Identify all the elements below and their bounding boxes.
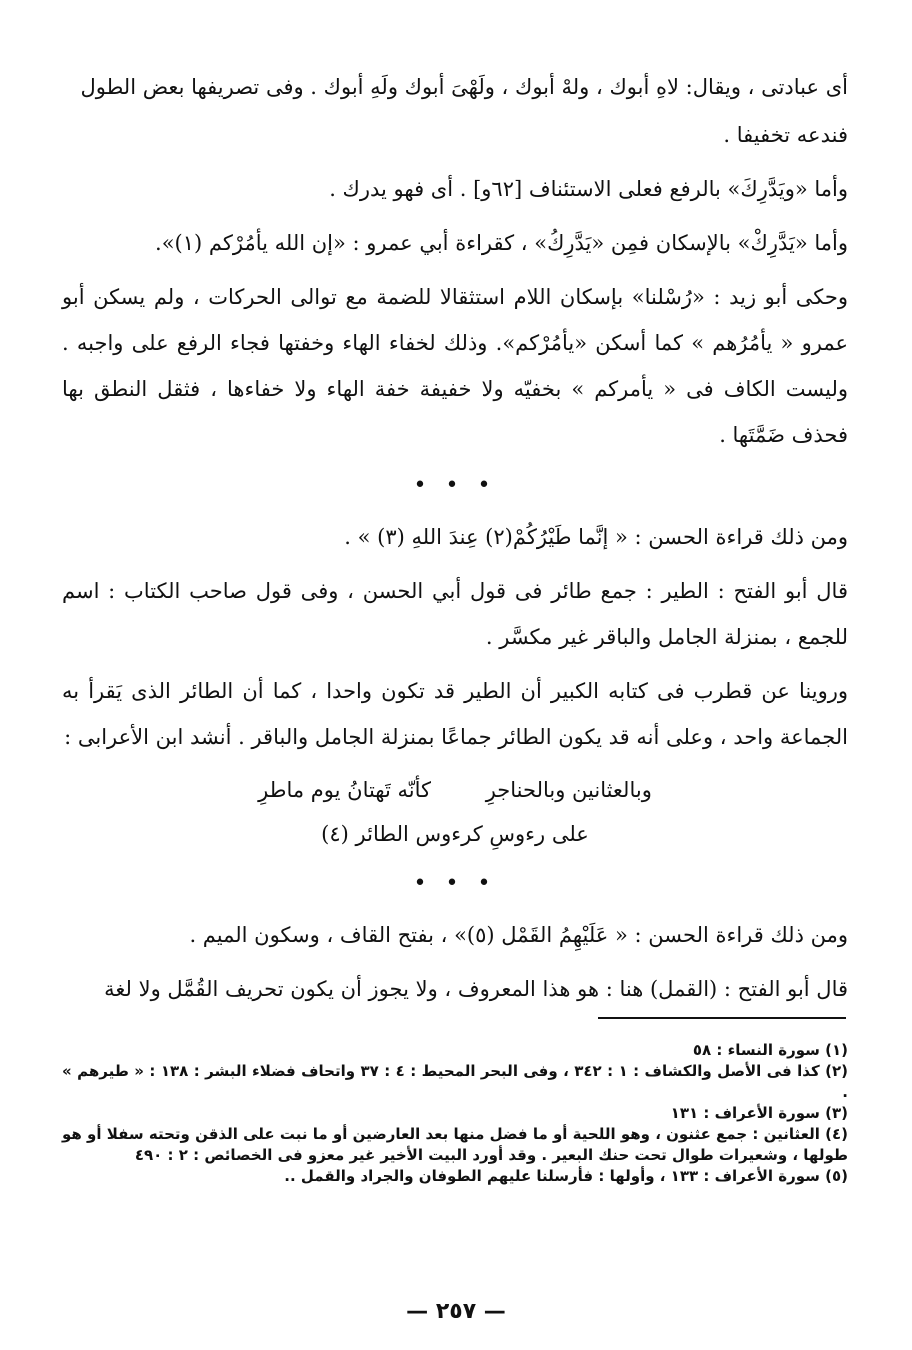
poem-hemistich: كأنّه تَهتانُ يوم ماطرِ xyxy=(258,778,432,802)
poem-line xyxy=(62,768,848,812)
section-separator: • • • xyxy=(413,473,497,498)
page-number: — ٢٥٧ — xyxy=(406,1299,506,1324)
paragraph: قال أبو الفتح : الطير : جمع طائر فى قول أبي الحسن ، وفى قول صاحب الكتاب : اسم للجمع ، بمنزلة الجامل والباقر غير مكسَّر . xyxy=(62,579,848,649)
text-line: وأما «يَدَّرِكْ» بالإسكان فمِن «يَدَّرِكُ» ، كقراءة أبي عمرو : «إن الله يأمُرْكم (١)». xyxy=(155,231,848,255)
paragraph: وحكى أبو زيد : «رُسْلنا» بإسكان اللام استثقالا للضمة مع توالى الحركات ، ولم يسكن أبو عمرو « يأمُرُهم » كما أسكن «يأمُرْكم». وذلك لخفاء الهاء وخفتها فجاء الرفع على واجبه . وليست الكاف فى « يأمركم » بخفيّه ولا خفيفة خفة الهاء ولا خفاءها ، فثقل النطق بها فحذف ضَمَّتَها . xyxy=(62,285,848,447)
footnote: (٤) العثانين : جمع عثنون ، وهو اللحية أو ما فضل منها بعد العارضين أو ما نبت على الذقن وتحته سفلا أو هو طولها ، وشعيرات طوال تحت حنك البعير . وقد أورد البيت الأخير غير معزو فى الخصائص : ٢ : ٤٩٠ xyxy=(62,1125,848,1164)
text-line: أى عبادتى ، ويقال: لاهِ أبوك ، ولهْ أبوك ، ولَهْىَ أبوك ولَهِ أبوك . وفى تصريفها بعض الطول xyxy=(80,75,848,99)
footnotes xyxy=(62,1040,848,1187)
text-line: فندعه تخفيفا . xyxy=(723,123,848,147)
footnote: (٣) سورة الأعراف : ١٣١ xyxy=(670,1104,848,1122)
footnote: (١) سورة النساء : ٥٨ xyxy=(692,1041,848,1059)
paragraph: وروينا عن قطرب فى كتابه الكبير أن الطير قد تكون واحدا ، كما أن الطائر الذى يَقرأ به الجماعة واحد ، وعلى أنه قد يكون الطائر جماعًا بمنزلة الجامل والباقر . أنشد ابن الأعرابى : xyxy=(62,679,848,749)
text-line: ومن ذلك قراءة الحسن : « عَلَيْهِمُ القَمْل (٥)» ، بفتح القاف ، وسكون الميم . xyxy=(189,923,848,947)
footnote: (٥) سورة الأعراف : ١٣٣ ، وأولها : فأرسلنا عليهم الطوفان والجراد والقمل .. xyxy=(284,1167,848,1185)
poem-hemistich: وبالعثانين وبالحناجرِ xyxy=(485,778,652,802)
text-line: قال أبو الفتح : (القمل) هنا : هو هذا المعروف ، ولا يجوز أن يكون تحريف القُمَّل ولا لغة xyxy=(104,977,848,1001)
text-line: ومن ذلك قراءة الحسن : « إنَّما طَيْرُكُمْ(٢) عِندَ اللهِ (٣) » . xyxy=(344,525,848,549)
footnote-divider xyxy=(598,1017,846,1019)
footnote: (٢) كذا فى الأصل والكشاف : ١ : ٣٤٢ ، وفى البحر المحيط : ٤ : ٣٧ واتحاف فضلاء البشر : ١٣٨ : « طيرهم » . xyxy=(62,1062,848,1101)
poem-verse xyxy=(62,768,848,856)
section-separator: • • • xyxy=(413,871,497,896)
text-line: وأما «ويَدَّرِكَ» بالرفع فعلى الاستئناف [٦٢و] . أى فهو يدرك . xyxy=(329,177,848,201)
poem-line: على رءوسِ كرءوس الطائر (٤) xyxy=(321,822,589,846)
main-text xyxy=(62,64,848,1020)
